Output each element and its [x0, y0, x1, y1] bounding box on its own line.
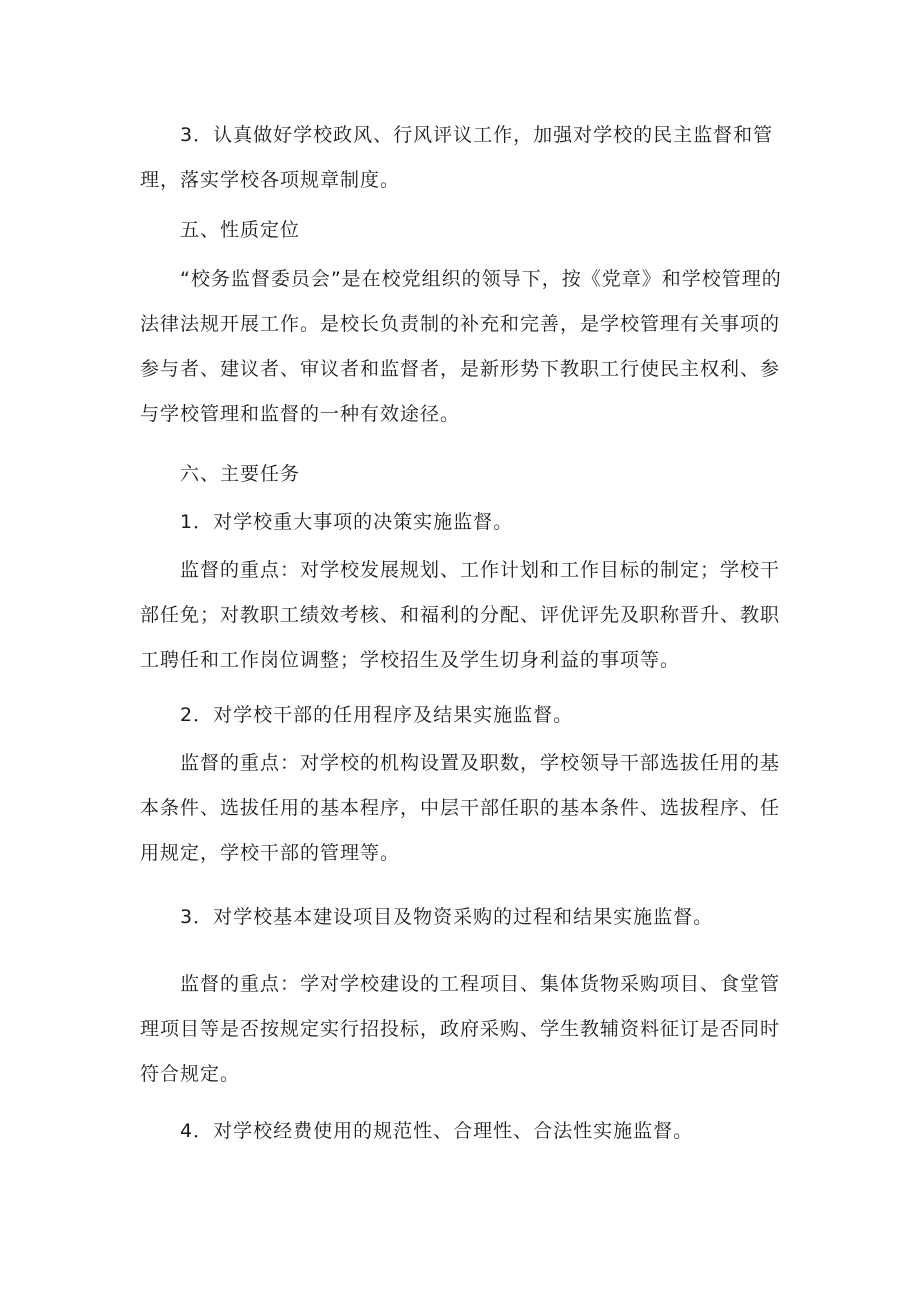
paragraph-focus-2 — [140, 741, 786, 876]
paragraph-text: 监督的重点：学对学校建设的工程项目、集体货物采购项目、食堂管理项目等是否按规定实行招投标，政府采购、学生教辅资料征订是否同时符合规定。 — [140, 973, 781, 1085]
task-item-1: 1．对学校重大事项的决策实施监督。 — [180, 511, 514, 533]
paragraph-focus-3 — [140, 962, 786, 1097]
paragraph-text: “校务监督委员会”是在校党组织的领导下，按《党章》和学校管理的法律法规开展工作。是校长负责制的补充和完善，是学校管理有关事项的参与者、建议者、审议者和监督者，是新形势下教职工行使民主权利、参与学校管理和监督的一种有效途径。 — [140, 268, 782, 425]
section-heading-5: 五、性质定位 — [180, 219, 301, 241]
task-item-2: 2．对学校干部的任用程序及结果实施监督。 — [180, 704, 574, 726]
paragraph-text: 监督的重点：对学校发展规划、工作计划和工作目标的制定；学校干部任免；对教职工绩效考核、和福利的分配、评优评先及职称晋升、教职工聘任和工作岗位调整；学校招生及学生切身利益的事项等。 — [140, 559, 781, 671]
paragraph-text: 3．认真做好学校政风、行风评议工作，加强对学校的民主监督和管理，落实学校各项规章制度。 — [140, 124, 774, 191]
task-item-3: 3．对学校基本建设项目及物资采购的过程和结果实施监督。 — [180, 906, 714, 928]
paragraph-focus-1 — [140, 548, 786, 683]
task-item-4: 4．对学校经费使用的规范性、合理性、合法性实施监督。 — [180, 1120, 694, 1142]
paragraph-item-3-evaluation — [140, 113, 786, 203]
section-heading-6: 六、主要任务 — [180, 463, 301, 485]
paragraph-nature-positioning — [140, 257, 786, 437]
paragraph-text: 监督的重点：对学校的机构设置及职数，学校领导干部选拔任用的基本条件、选拔任用的基本程序，中层干部任职的基本条件、选拔程序、任用规定，学校干部的管理等。 — [140, 752, 781, 864]
